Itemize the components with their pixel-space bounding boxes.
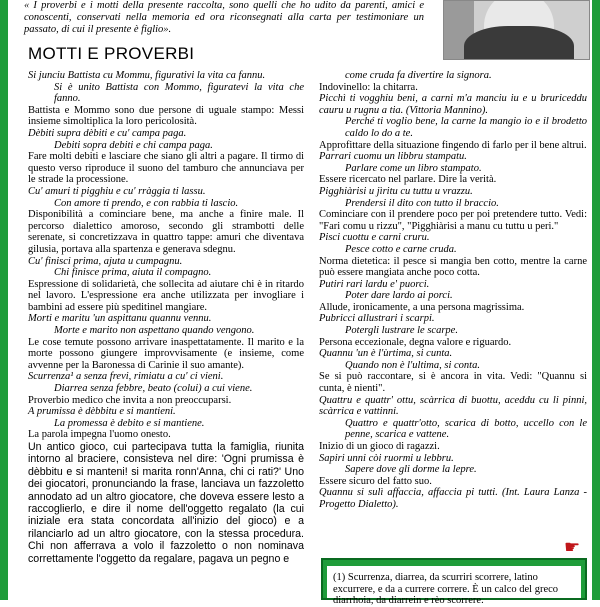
right-column-paragraph: Quannu si sulì affaccia, affaccia pi tutti. (Int. Laura Lanza - Progetto Dialetto). <box>319 487 587 510</box>
right-column-paragraph: Pisci cuottu e carni cruru. <box>319 232 430 244</box>
left-column-paragraph: Cu' finisci prima, ajuta u cumpagnu. <box>28 255 183 267</box>
left-column-paragraph: Chi finisce prima, aiuta il compagno. <box>54 267 212 279</box>
right-column-paragraph: Poter dare lardo ai porci. <box>345 290 453 302</box>
left-column-paragraph: Le cose temute possono arrivare inaspettatamente. Il marito e la morte possono giungere improvvisamente (e insieme, come avvenne per la Baronessa di Carinie il suo amante). <box>28 336 304 371</box>
right-column-paragraph: Allude, ironicamente, a una persona magrissima. <box>319 301 525 313</box>
right-column-paragraph: Indovinello: la chitarra. <box>319 81 418 93</box>
pointing-hand-icon: ☛ <box>564 537 581 557</box>
right-column-paragraph: Parlare come un libro stampato. <box>345 162 482 174</box>
left-column-paragraph: La parola impegna l'uomo onesto. <box>28 429 171 441</box>
right-column-paragraph: Pesce cotto e carne cruda. <box>345 243 457 255</box>
right-column-paragraph: Norma dietetica: il pesce si mangia ben cotto, mentre la carne può essere mangiata anche poco cotta. <box>319 255 587 279</box>
left-column-paragraph: Morte e marito non aspettano quando vengono. <box>54 325 255 337</box>
right-column-paragraph: Approfittare della situazione fingendo di farlo per il bene altrui. <box>319 139 587 151</box>
right-column-paragraph: Prendersi il dito con tutto il braccio. <box>345 197 499 209</box>
right-column-paragraph: Cominciare con il prendere poco per poi pretendere tutto. Vedi: "Fari comu u rizzu", "Pigghiàrisi a manu cu tuttu u peri." <box>319 209 587 232</box>
right-column-paragraph: Pubricci allustrari i scarpi. <box>319 313 435 325</box>
left-column-paragraph: Con amore ti prendo, e con rabbia ti lascio. <box>54 197 239 209</box>
left-column-paragraph: Debiti sopra debiti e chi campa paga. <box>54 139 213 151</box>
right-column-paragraph: Essere ricercato nel parlare. Dire la verità. <box>319 174 497 186</box>
left-column-paragraph: Cu' amuri ti pigghiu e cu' rràggia ti lassu. <box>28 185 206 197</box>
right-column <box>319 70 587 511</box>
right-column-paragraph: Pigghiàrisi u jìritu cu tuttu u vrazzu. <box>319 185 473 197</box>
right-column-paragraph: Quando non è l'ultima, si conta. <box>345 359 480 371</box>
left-column-paragraph: Disponibilità a cominciare bene, ma anche a finire male. Il percorso dialettico amoroso, secondo gli strambotti delle serenate, si concretizzava in quattro tappe: amuri che diventava gilusia, portava alla spartenza e generava sdegnu. <box>28 209 304 255</box>
left-column-paragraph: Proverbio medico che invita a non preoccuparsi. <box>28 394 232 406</box>
footnote-box <box>321 558 587 607</box>
intro-quote: « I proverbi e i motti della presente raccolta, sono quelli che ho udito da parenti, amici e conoscenti, conservati nella memoria ed ora riconsegnati alla carta per testimoniare un passato, di cui il presente è figlio». <box>24 0 424 35</box>
right-column-paragraph: Se si può raccontare, si è ancora in vita. Vedi: "Quannu si cunta, è nienti". <box>319 371 587 395</box>
right-column-paragraph: Inizio di un gioco di ragazzi. <box>319 441 440 452</box>
left-column-paragraph: Diarrea senza febbre, beato (colui) a cui viene. <box>54 383 253 395</box>
left-column-paragraph: Battista e Mommo sono due persone di uguale stampo: Messi insieme simoltiplica la loro pericolosità. <box>28 104 304 128</box>
left-column-paragraph: Si è unito Battista con Mommo, figuratevi la vita che fanno. <box>54 81 304 105</box>
left-column-paragraph: Espressione di solidarietà, che sollecita ad aiutare chi è in ritardo nel lavoro. L'espressione era anche utilizzata per invogliare i bambini ad essere più speditinel mangiare. <box>28 278 304 313</box>
right-column-paragraph: Quattro e quattr'otto, scarica di botto, uccello con le penne, scarica e vattene. <box>345 417 587 441</box>
left-column-paragraph: Dèbiti supra dèbiti e cu' campa paga. <box>28 127 187 139</box>
left-column-paragraph: A prumissa è dèbbitu e si mantieni. <box>28 406 176 418</box>
left-column-paragraph: Un antico gioco, cui partecipava tutta la famiglia, riunita intorno al braciere, consisteva nel dire: 'Ogni prumissa è dèbbitu e si manteni! si marita ronn'Anna, chi ci rati?' Uno dei giocatori, pronunciando la frase, lanciava un fazzoletto annodato ad un altro giocatore, che doveva essere lesto a raccoglierlo, e dire il nome dell'oggetto regalato (la cui iniziale era stata concordata all'inizio del gioco) e a rilanciarlo ad un altro giocatore, con la stessa procedura. Chi non afferrava a volo il fazzoletto o non nominava correttamente l'oggetto da regalare, pagava un pegno e <box>28 441 304 565</box>
left-column-paragraph: La promessa è debito e si mantiene. <box>54 417 205 429</box>
left-column-paragraph: Fare molti debiti e lasciare che siano gli altri a pagare. Il tirmo di questo verso riproduce il suono del tamburo che annunciava per le strade la processione. <box>28 151 304 186</box>
right-column-paragraph: Potergli lustrare le scarpe. <box>345 325 458 337</box>
section-title: MOTTI E PROVERBI <box>28 44 195 63</box>
right-column-paragraph: Essere sicuro del fatto suo. <box>319 475 432 487</box>
right-column-paragraph: Parrari cuomu un libbru stampatu. <box>319 151 467 163</box>
left-column-paragraph: Morti e maritu 'un aspittanu quannu vennu. <box>28 313 212 325</box>
left-column-paragraph: Si junciu Battista cu Mommu, figurativi la vita ca fannu. <box>28 70 266 81</box>
right-column-paragraph: Sapere dove gli dorme la lepre. <box>345 464 477 476</box>
left-column-paragraph: Scurrenza¹ a senza frevi, rimiatu a cu' ci vieni. <box>28 371 224 383</box>
right-column-paragraph: Persona eccezionale, degna valore e riguardo. <box>319 336 512 348</box>
left-column <box>28 70 304 565</box>
right-column-paragraph: Quannu 'un è l'ùrtima, si cunta. <box>319 348 453 360</box>
footnote-text: (1) Scurrenza, diarrea, da scurriri scorrere, latino excurrere, e da a currere correre. È un calco del greco diarrhoia, da diarrein e rèo scorrere. <box>327 566 581 598</box>
right-column-paragraph: Picchì ti vogghiu beni, a carni m'a manciu iu e u bruriceddu cauru u rugnu a tia. (Vittoria Mannino). <box>319 93 587 116</box>
right-column-paragraph: come cruda fa divertire la signora. <box>345 70 492 81</box>
portrait-photo <box>443 0 590 60</box>
right-column-paragraph: Putiri rari lardu e' puorci. <box>319 278 430 290</box>
right-column-paragraph: Quattru e quattr' ottu, scàrrica di buottu, aceddu cu li pinni, scàrrica e vattinni. <box>319 394 587 418</box>
right-column-paragraph: Perché ti voglio bene, la carne la mangio io e il brodetto caldo lo do a te. <box>345 116 587 139</box>
right-column-paragraph: Sapiri unni còi ruormi u lebbru. <box>319 452 454 464</box>
